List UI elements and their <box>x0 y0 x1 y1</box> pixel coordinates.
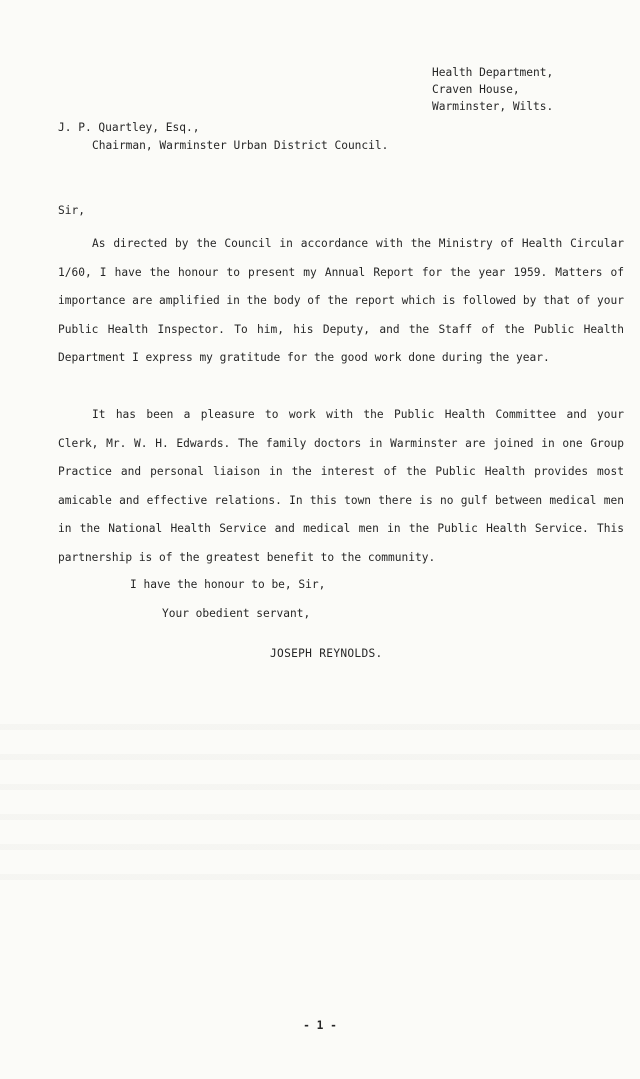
signature: JOSEPH REYNOLDS. <box>270 647 383 660</box>
paragraph-1 <box>58 230 624 373</box>
salutation: Sir, <box>58 204 85 217</box>
paragraph-1-text: As directed by the Council in accordance with the Ministry of Health Circular 1/60, I have the honour to present my Annual Report for the year 1959. Matters of importance are amplified in the body of the report which is followed by that of your Public Health Inspector. To him, his Deputy, and the Staff of the Public Health Department I express my gratitude for the good work done during the year. <box>58 237 624 365</box>
closing-line-1: I have the honour to be, Sir, <box>130 578 326 591</box>
paragraph-2 <box>58 401 624 573</box>
recipient-block <box>58 119 388 155</box>
page-number: - 1 - <box>303 1019 337 1032</box>
closing-line-2: Your obedient servant, <box>162 607 311 620</box>
recipient-name: J. P. Quartley, Esq., <box>58 121 200 134</box>
letterhead-address <box>432 64 553 115</box>
show-through-texture <box>0 700 640 880</box>
paragraph-2-text: It has been a pleasure to work with the Public Health Committee and your Clerk, Mr. W. H. Edwards. The family doctors in Warminster are joined in one Group Practice and personal liaison in the interest of the Public Health provides most amicable and effective relations. In this town there is no gulf between medical men in the National Health Service and medical men in the Public Health Service. This partnership is of the greatest benefit to the community. <box>58 408 624 564</box>
closing-block <box>130 570 325 628</box>
address-line-1: Health Department, <box>432 66 554 79</box>
address-line-3: Warminster, Wilts. <box>432 100 554 113</box>
address-line-2: Craven House, <box>432 83 520 96</box>
recipient-title: Chairman, Warminster Urban District Council. <box>92 139 389 152</box>
